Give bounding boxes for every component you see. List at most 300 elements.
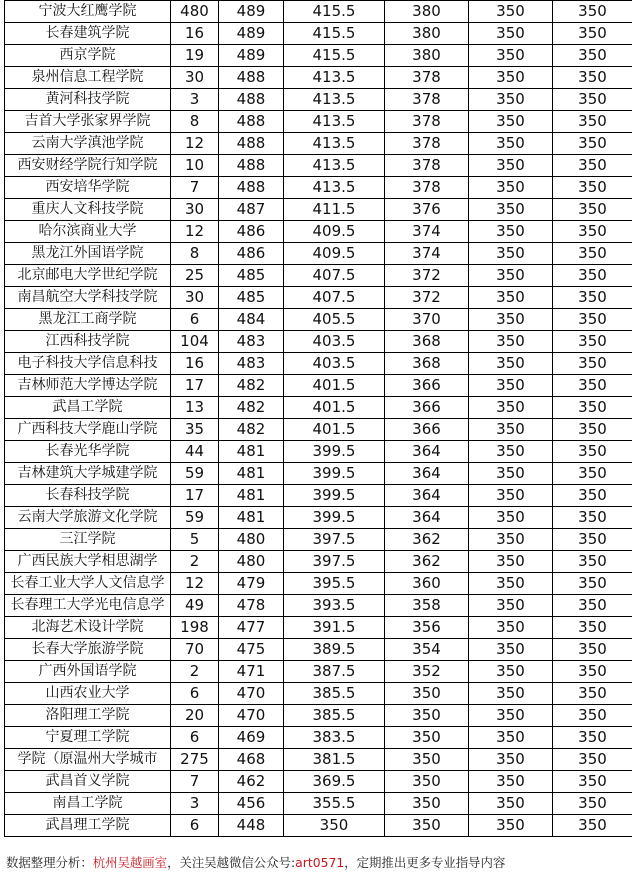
footer-credit bbox=[6, 854, 632, 872]
table-row bbox=[5, 617, 632, 639]
school-name-cell: 电子科技大学信息科技 bbox=[5, 353, 171, 375]
value-cell-c3: 413.5 bbox=[284, 67, 385, 89]
value-cell-c2: 489 bbox=[219, 45, 284, 67]
value-cell-c5: 350 bbox=[469, 353, 553, 375]
value-cell-c3: 383.5 bbox=[284, 727, 385, 749]
value-cell-c3: 355.5 bbox=[284, 793, 385, 815]
value-cell-c4: 350 bbox=[385, 749, 469, 771]
value-cell-c1: 20 bbox=[171, 705, 219, 727]
table-row bbox=[5, 353, 632, 375]
value-cell-c3: 385.5 bbox=[284, 683, 385, 705]
value-cell-c3: 399.5 bbox=[284, 441, 385, 463]
school-name-cell: 长春工业大学人文信息学 bbox=[5, 573, 171, 595]
score-table-container bbox=[4, 0, 632, 844]
value-cell-c2: 479 bbox=[219, 573, 284, 595]
footer-studio-name: 杭州吴越画室 bbox=[92, 855, 168, 870]
value-cell-c1: 35 bbox=[171, 419, 219, 441]
value-cell-c6: 350 bbox=[553, 683, 632, 705]
table-row bbox=[5, 419, 632, 441]
value-cell-c4: 350 bbox=[385, 705, 469, 727]
value-cell-c2: 477 bbox=[219, 617, 284, 639]
value-cell-c3: 391.5 bbox=[284, 617, 385, 639]
value-cell-c4: 350 bbox=[385, 727, 469, 749]
value-cell-c4: 350 bbox=[385, 683, 469, 705]
value-cell-c4: 360 bbox=[385, 573, 469, 595]
school-name-cell: 长春大学旅游学院 bbox=[5, 639, 171, 661]
value-cell-c2: 483 bbox=[219, 353, 284, 375]
value-cell-c2: 484 bbox=[219, 309, 284, 331]
value-cell-c5: 350 bbox=[469, 573, 553, 595]
table-row bbox=[5, 155, 632, 177]
value-cell-c1: 30 bbox=[171, 287, 219, 309]
value-cell-c1: 6 bbox=[171, 815, 219, 837]
value-cell-c3: 401.5 bbox=[284, 397, 385, 419]
value-cell-c6: 350 bbox=[553, 727, 632, 749]
table-row bbox=[5, 111, 632, 133]
value-cell-c6: 350 bbox=[553, 287, 632, 309]
value-cell-c5: 350 bbox=[469, 1, 553, 23]
school-name-cell: 长春理工大学光电信息学 bbox=[5, 595, 171, 617]
table-row bbox=[5, 595, 632, 617]
value-cell-c3: 399.5 bbox=[284, 507, 385, 529]
value-cell-c3: 403.5 bbox=[284, 353, 385, 375]
value-cell-c3: 403.5 bbox=[284, 331, 385, 353]
value-cell-c4: 362 bbox=[385, 551, 469, 573]
value-cell-c4: 354 bbox=[385, 639, 469, 661]
value-cell-c5: 350 bbox=[469, 551, 553, 573]
value-cell-c6: 350 bbox=[553, 309, 632, 331]
value-cell-c1: 3 bbox=[171, 793, 219, 815]
value-cell-c5: 350 bbox=[469, 595, 553, 617]
value-cell-c5: 350 bbox=[469, 45, 553, 67]
value-cell-c4: 374 bbox=[385, 221, 469, 243]
school-name-cell: 广西科技大学鹿山学院 bbox=[5, 419, 171, 441]
value-cell-c6: 350 bbox=[553, 67, 632, 89]
value-cell-c4: 378 bbox=[385, 177, 469, 199]
value-cell-c2: 470 bbox=[219, 683, 284, 705]
value-cell-c4: 378 bbox=[385, 155, 469, 177]
value-cell-c5: 350 bbox=[469, 793, 553, 815]
table-row bbox=[5, 771, 632, 793]
school-name-cell: 北京邮电大学世纪学院 bbox=[5, 265, 171, 287]
value-cell-c2: 482 bbox=[219, 397, 284, 419]
value-cell-c1: 2 bbox=[171, 661, 219, 683]
value-cell-c1: 6 bbox=[171, 309, 219, 331]
value-cell-c6: 350 bbox=[553, 705, 632, 727]
value-cell-c2: 481 bbox=[219, 463, 284, 485]
value-cell-c5: 350 bbox=[469, 705, 553, 727]
school-name-cell: 广西民族大学相思湖学 bbox=[5, 551, 171, 573]
value-cell-c5: 350 bbox=[469, 463, 553, 485]
value-cell-c4: 372 bbox=[385, 265, 469, 287]
value-cell-c2: 482 bbox=[219, 375, 284, 397]
value-cell-c3: 413.5 bbox=[284, 89, 385, 111]
value-cell-c6: 350 bbox=[553, 177, 632, 199]
table-row bbox=[5, 287, 632, 309]
value-cell-c1: 13 bbox=[171, 397, 219, 419]
school-name-cell: 南昌航空大学科技学院 bbox=[5, 287, 171, 309]
value-cell-c3: 369.5 bbox=[284, 771, 385, 793]
school-name-cell: 西安培华学院 bbox=[5, 177, 171, 199]
value-cell-c4: 368 bbox=[385, 353, 469, 375]
value-cell-c2: 481 bbox=[219, 441, 284, 463]
value-cell-c3: 387.5 bbox=[284, 661, 385, 683]
value-cell-c3: 405.5 bbox=[284, 309, 385, 331]
footer-suffix: ，定期推出更多专业指导内容 bbox=[344, 855, 506, 870]
value-cell-c6: 350 bbox=[553, 265, 632, 287]
value-cell-c3: 415.5 bbox=[284, 1, 385, 23]
value-cell-c5: 350 bbox=[469, 639, 553, 661]
value-cell-c2: 488 bbox=[219, 111, 284, 133]
value-cell-c5: 350 bbox=[469, 485, 553, 507]
value-cell-c3: 397.5 bbox=[284, 551, 385, 573]
table-row bbox=[5, 815, 632, 837]
value-cell-c2: 448 bbox=[219, 815, 284, 837]
value-cell-c6: 350 bbox=[553, 793, 632, 815]
value-cell-c2: 489 bbox=[219, 1, 284, 23]
school-name-cell: 山西农业大学 bbox=[5, 683, 171, 705]
value-cell-c1: 16 bbox=[171, 23, 219, 45]
value-cell-c5: 350 bbox=[469, 375, 553, 397]
value-cell-c1: 6 bbox=[171, 727, 219, 749]
value-cell-c6: 350 bbox=[553, 661, 632, 683]
value-cell-c6: 350 bbox=[553, 529, 632, 551]
value-cell-c2: 485 bbox=[219, 287, 284, 309]
school-name-cell: 武昌工学院 bbox=[5, 397, 171, 419]
value-cell-c4: 366 bbox=[385, 397, 469, 419]
footer-middle: ，关注吴越微信公众号: bbox=[167, 855, 296, 870]
value-cell-c5: 350 bbox=[469, 221, 553, 243]
value-cell-c6: 350 bbox=[553, 331, 632, 353]
school-name-cell: 吉林建筑大学城建学院 bbox=[5, 463, 171, 485]
value-cell-c6: 350 bbox=[553, 595, 632, 617]
value-cell-c6: 350 bbox=[553, 1, 632, 23]
value-cell-c3: 409.5 bbox=[284, 243, 385, 265]
school-name-cell: 吉林师范大学博达学院 bbox=[5, 375, 171, 397]
value-cell-c4: 368 bbox=[385, 331, 469, 353]
value-cell-c1: 44 bbox=[171, 441, 219, 463]
value-cell-c5: 350 bbox=[469, 441, 553, 463]
school-name-cell: 武昌首义学院 bbox=[5, 771, 171, 793]
value-cell-c5: 350 bbox=[469, 89, 553, 111]
value-cell-c6: 350 bbox=[553, 551, 632, 573]
value-cell-c3: 407.5 bbox=[284, 287, 385, 309]
value-cell-c6: 350 bbox=[553, 243, 632, 265]
value-cell-c6: 350 bbox=[553, 375, 632, 397]
school-name-cell: 西京学院 bbox=[5, 45, 171, 67]
value-cell-c3: 399.5 bbox=[284, 485, 385, 507]
value-cell-c4: 352 bbox=[385, 661, 469, 683]
value-cell-c3: 397.5 bbox=[284, 529, 385, 551]
value-cell-c4: 362 bbox=[385, 529, 469, 551]
value-cell-c6: 350 bbox=[553, 155, 632, 177]
score-table-body bbox=[5, 1, 632, 837]
school-name-cell: 洛阳理工学院 bbox=[5, 705, 171, 727]
value-cell-c5: 350 bbox=[469, 727, 553, 749]
value-cell-c2: 489 bbox=[219, 23, 284, 45]
value-cell-c3: 389.5 bbox=[284, 639, 385, 661]
value-cell-c5: 350 bbox=[469, 529, 553, 551]
value-cell-c4: 380 bbox=[385, 1, 469, 23]
table-row bbox=[5, 67, 632, 89]
value-cell-c6: 350 bbox=[553, 199, 632, 221]
school-name-cell: 北海艺术设计学院 bbox=[5, 617, 171, 639]
table-row bbox=[5, 793, 632, 815]
table-row bbox=[5, 639, 632, 661]
value-cell-c4: 380 bbox=[385, 23, 469, 45]
value-cell-c4: 364 bbox=[385, 463, 469, 485]
value-cell-c1: 49 bbox=[171, 595, 219, 617]
value-cell-c4: 378 bbox=[385, 111, 469, 133]
value-cell-c5: 350 bbox=[469, 23, 553, 45]
value-cell-c1: 480 bbox=[171, 1, 219, 23]
value-cell-c1: 70 bbox=[171, 639, 219, 661]
value-cell-c1: 19 bbox=[171, 45, 219, 67]
value-cell-c6: 350 bbox=[553, 353, 632, 375]
value-cell-c5: 350 bbox=[469, 815, 553, 837]
table-row bbox=[5, 727, 632, 749]
value-cell-c1: 8 bbox=[171, 111, 219, 133]
table-row bbox=[5, 397, 632, 419]
value-cell-c1: 198 bbox=[171, 617, 219, 639]
school-name-cell: 宁波大红鹰学院 bbox=[5, 1, 171, 23]
value-cell-c2: 488 bbox=[219, 133, 284, 155]
table-row bbox=[5, 177, 632, 199]
value-cell-c4: 376 bbox=[385, 199, 469, 221]
table-row bbox=[5, 441, 632, 463]
value-cell-c1: 7 bbox=[171, 177, 219, 199]
value-cell-c3: 381.5 bbox=[284, 749, 385, 771]
value-cell-c3: 411.5 bbox=[284, 199, 385, 221]
value-cell-c1: 17 bbox=[171, 375, 219, 397]
value-cell-c4: 364 bbox=[385, 441, 469, 463]
value-cell-c4: 378 bbox=[385, 89, 469, 111]
value-cell-c3: 395.5 bbox=[284, 573, 385, 595]
table-row bbox=[5, 375, 632, 397]
school-name-cell: 重庆人文科技学院 bbox=[5, 199, 171, 221]
value-cell-c4: 350 bbox=[385, 771, 469, 793]
value-cell-c3: 409.5 bbox=[284, 221, 385, 243]
school-name-cell: 哈尔滨商业大学 bbox=[5, 221, 171, 243]
value-cell-c1: 6 bbox=[171, 683, 219, 705]
school-name-cell: 武昌理工学院 bbox=[5, 815, 171, 837]
value-cell-c5: 350 bbox=[469, 265, 553, 287]
value-cell-c4: 374 bbox=[385, 243, 469, 265]
value-cell-c4: 366 bbox=[385, 419, 469, 441]
value-cell-c3: 385.5 bbox=[284, 705, 385, 727]
value-cell-c6: 350 bbox=[553, 89, 632, 111]
value-cell-c4: 380 bbox=[385, 45, 469, 67]
value-cell-c5: 350 bbox=[469, 67, 553, 89]
value-cell-c3: 407.5 bbox=[284, 265, 385, 287]
value-cell-c2: 488 bbox=[219, 155, 284, 177]
value-cell-c5: 350 bbox=[469, 243, 553, 265]
value-cell-c5: 350 bbox=[469, 617, 553, 639]
value-cell-c2: 478 bbox=[219, 595, 284, 617]
value-cell-c2: 488 bbox=[219, 177, 284, 199]
value-cell-c3: 415.5 bbox=[284, 23, 385, 45]
value-cell-c2: 468 bbox=[219, 749, 284, 771]
value-cell-c1: 16 bbox=[171, 353, 219, 375]
value-cell-c2: 469 bbox=[219, 727, 284, 749]
value-cell-c6: 350 bbox=[553, 45, 632, 67]
school-name-cell: 长春科技学院 bbox=[5, 485, 171, 507]
value-cell-c6: 350 bbox=[553, 419, 632, 441]
table-row bbox=[5, 23, 632, 45]
value-cell-c5: 350 bbox=[469, 507, 553, 529]
school-name-cell: 泉州信息工程学院 bbox=[5, 67, 171, 89]
value-cell-c6: 350 bbox=[553, 111, 632, 133]
value-cell-c6: 350 bbox=[553, 749, 632, 771]
table-row bbox=[5, 705, 632, 727]
school-name-cell: 广西外国语学院 bbox=[5, 661, 171, 683]
table-row bbox=[5, 331, 632, 353]
value-cell-c4: 378 bbox=[385, 133, 469, 155]
value-cell-c5: 350 bbox=[469, 287, 553, 309]
value-cell-c1: 59 bbox=[171, 507, 219, 529]
school-name-cell: 西安财经学院行知学院 bbox=[5, 155, 171, 177]
value-cell-c4: 350 bbox=[385, 793, 469, 815]
school-name-cell: 云南大学滇池学院 bbox=[5, 133, 171, 155]
value-cell-c5: 350 bbox=[469, 419, 553, 441]
table-row bbox=[5, 45, 632, 67]
value-cell-c1: 10 bbox=[171, 155, 219, 177]
value-cell-c5: 350 bbox=[469, 683, 553, 705]
table-row bbox=[5, 683, 632, 705]
value-cell-c4: 370 bbox=[385, 309, 469, 331]
school-name-cell: 吉首大学张家界学院 bbox=[5, 111, 171, 133]
table-row bbox=[5, 243, 632, 265]
value-cell-c1: 2 bbox=[171, 551, 219, 573]
value-cell-c2: 481 bbox=[219, 507, 284, 529]
value-cell-c6: 350 bbox=[553, 221, 632, 243]
value-cell-c6: 350 bbox=[553, 463, 632, 485]
value-cell-c2: 462 bbox=[219, 771, 284, 793]
value-cell-c5: 350 bbox=[469, 661, 553, 683]
value-cell-c2: 480 bbox=[219, 529, 284, 551]
school-name-cell: 长春建筑学院 bbox=[5, 23, 171, 45]
value-cell-c2: 488 bbox=[219, 89, 284, 111]
value-cell-c3: 413.5 bbox=[284, 133, 385, 155]
value-cell-c1: 275 bbox=[171, 749, 219, 771]
value-cell-c2: 481 bbox=[219, 485, 284, 507]
table-row bbox=[5, 199, 632, 221]
value-cell-c5: 350 bbox=[469, 133, 553, 155]
value-cell-c6: 350 bbox=[553, 639, 632, 661]
school-name-cell: 江西科技学院 bbox=[5, 331, 171, 353]
table-row bbox=[5, 749, 632, 771]
school-name-cell: 宁夏理工学院 bbox=[5, 727, 171, 749]
value-cell-c2: 482 bbox=[219, 419, 284, 441]
value-cell-c6: 350 bbox=[553, 133, 632, 155]
table-row bbox=[5, 661, 632, 683]
value-cell-c5: 350 bbox=[469, 749, 553, 771]
value-cell-c5: 350 bbox=[469, 771, 553, 793]
value-cell-c4: 366 bbox=[385, 375, 469, 397]
value-cell-c2: 470 bbox=[219, 705, 284, 727]
value-cell-c1: 12 bbox=[171, 573, 219, 595]
value-cell-c1: 7 bbox=[171, 771, 219, 793]
value-cell-c5: 350 bbox=[469, 331, 553, 353]
value-cell-c5: 350 bbox=[469, 111, 553, 133]
school-name-cell: 南昌工学院 bbox=[5, 793, 171, 815]
table-row bbox=[5, 507, 632, 529]
value-cell-c5: 350 bbox=[469, 177, 553, 199]
value-cell-c6: 350 bbox=[553, 617, 632, 639]
value-cell-c3: 350 bbox=[284, 815, 385, 837]
value-cell-c4: 372 bbox=[385, 287, 469, 309]
table-row bbox=[5, 463, 632, 485]
value-cell-c4: 356 bbox=[385, 617, 469, 639]
value-cell-c5: 350 bbox=[469, 199, 553, 221]
value-cell-c2: 485 bbox=[219, 265, 284, 287]
value-cell-c3: 413.5 bbox=[284, 111, 385, 133]
value-cell-c6: 350 bbox=[553, 23, 632, 45]
footer-account: art0571 bbox=[295, 855, 345, 870]
score-table bbox=[4, 0, 632, 837]
value-cell-c3: 413.5 bbox=[284, 155, 385, 177]
value-cell-c1: 104 bbox=[171, 331, 219, 353]
value-cell-c1: 12 bbox=[171, 133, 219, 155]
value-cell-c3: 393.5 bbox=[284, 595, 385, 617]
value-cell-c3: 401.5 bbox=[284, 419, 385, 441]
value-cell-c2: 487 bbox=[219, 199, 284, 221]
value-cell-c1: 30 bbox=[171, 67, 219, 89]
value-cell-c1: 25 bbox=[171, 265, 219, 287]
table-row bbox=[5, 573, 632, 595]
value-cell-c4: 364 bbox=[385, 507, 469, 529]
value-cell-c6: 350 bbox=[553, 573, 632, 595]
value-cell-c5: 350 bbox=[469, 155, 553, 177]
table-row bbox=[5, 529, 632, 551]
value-cell-c2: 483 bbox=[219, 331, 284, 353]
school-name-cell: 云南大学旅游文化学院 bbox=[5, 507, 171, 529]
value-cell-c3: 413.5 bbox=[284, 177, 385, 199]
value-cell-c1: 3 bbox=[171, 89, 219, 111]
value-cell-c6: 350 bbox=[553, 397, 632, 419]
value-cell-c1: 59 bbox=[171, 463, 219, 485]
value-cell-c2: 471 bbox=[219, 661, 284, 683]
value-cell-c5: 350 bbox=[469, 309, 553, 331]
school-name-cell: 黑龙江工商学院 bbox=[5, 309, 171, 331]
table-row bbox=[5, 485, 632, 507]
value-cell-c6: 350 bbox=[553, 815, 632, 837]
school-name-cell: 黑龙江外国语学院 bbox=[5, 243, 171, 265]
value-cell-c1: 17 bbox=[171, 485, 219, 507]
value-cell-c4: 350 bbox=[385, 815, 469, 837]
table-row bbox=[5, 89, 632, 111]
value-cell-c6: 350 bbox=[553, 771, 632, 793]
value-cell-c4: 378 bbox=[385, 67, 469, 89]
value-cell-c2: 480 bbox=[219, 551, 284, 573]
value-cell-c2: 488 bbox=[219, 67, 284, 89]
value-cell-c5: 350 bbox=[469, 397, 553, 419]
table-row bbox=[5, 551, 632, 573]
value-cell-c1: 30 bbox=[171, 199, 219, 221]
value-cell-c6: 350 bbox=[553, 441, 632, 463]
school-name-cell: 黄河科技学院 bbox=[5, 89, 171, 111]
school-name-cell: 学院（原温州大学城市 bbox=[5, 749, 171, 771]
value-cell-c4: 364 bbox=[385, 485, 469, 507]
school-name-cell: 三江学院 bbox=[5, 529, 171, 551]
value-cell-c1: 8 bbox=[171, 243, 219, 265]
value-cell-c3: 401.5 bbox=[284, 375, 385, 397]
value-cell-c4: 358 bbox=[385, 595, 469, 617]
value-cell-c1: 5 bbox=[171, 529, 219, 551]
value-cell-c2: 475 bbox=[219, 639, 284, 661]
table-row bbox=[5, 309, 632, 331]
value-cell-c3: 415.5 bbox=[284, 45, 385, 67]
